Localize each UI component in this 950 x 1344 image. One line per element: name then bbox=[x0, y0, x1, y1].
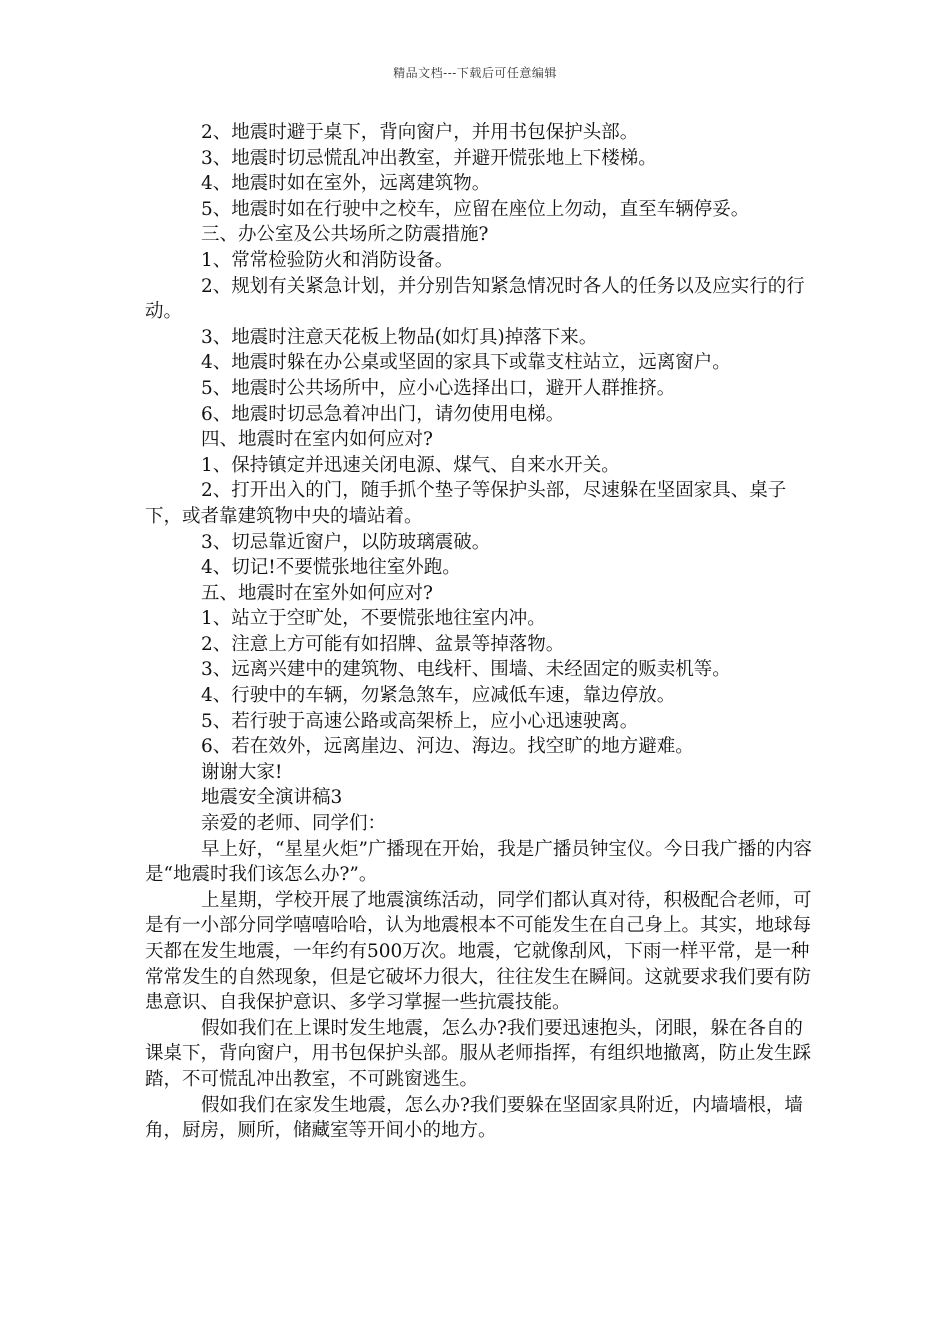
section-heading: 四、地震时在室内如何应对? bbox=[201, 429, 433, 451]
paragraph: 4、地震时躲在办公桌或坚固的家具下或靠支柱站立，远离窗户。 bbox=[201, 352, 731, 374]
paragraph: 1、保持镇定并迅速关闭电源、煤气、自来水开关。 bbox=[201, 454, 620, 476]
paragraph: 假如我们在上课时发生地震，怎么办?我们要迅速抱头，闭眼，躲在各自的课桌下，背向窗户，用书包保护头部。服从老师指挥，有组织地撤离，防止发生踩踏，不可慌乱冲出教室，不可跳窗逃生。 bbox=[145, 1017, 812, 1090]
paragraph: 5、若行驶于高速公路或高架桥上，应小心迅速驶离。 bbox=[201, 710, 639, 732]
paragraph: 3、切忌靠近窗户，以防玻璃震破。 bbox=[201, 531, 491, 553]
paragraph: 1、站立于空旷处，不要慌张地往室内冲。 bbox=[201, 608, 546, 630]
paragraph: 3、远离兴建中的建筑物、电线杆、围墙、未经固定的贩卖机等。 bbox=[201, 659, 731, 681]
paragraph: 5、地震时如在行驶中之校车，应留在座位上勿动，直至车辆停妥。 bbox=[201, 198, 750, 220]
paragraph: 5、地震时公共场所中，应小心选择出口，避开人群推挤。 bbox=[201, 377, 676, 399]
paragraph: 2、打开出入的门，随手抓个垫子等保护头部，尽速躲在坚固家具、桌子下，或者靠建筑物中央的墙站着。 bbox=[145, 480, 787, 527]
section-heading: 三、办公室及公共场所之防震措施? bbox=[201, 224, 489, 246]
paragraph: 6、地震时切忌急着冲出门，请勿使用电梯。 bbox=[201, 403, 565, 425]
page-header: 精品文档---下载后可任意编辑 bbox=[393, 66, 557, 80]
document-body bbox=[145, 120, 815, 1144]
salutation: 亲爱的老师、同学们： bbox=[201, 813, 387, 835]
paragraph: 1、常常检验防火和消防设备。 bbox=[201, 249, 454, 271]
paragraph: 假如我们在家发生地震，怎么办?我们要躲在坚固家具附近，内墙墙根，墙角，厨房，厕所，储藏室等开间小的地方。 bbox=[145, 1094, 803, 1142]
paragraph: 2、注意上方可能有如招牌、盆景等掉落物。 bbox=[201, 633, 565, 655]
speech-title: 地震安全演讲稿3 bbox=[201, 787, 343, 809]
paragraph: 4、切记!不要慌张地往室外跑。 bbox=[201, 557, 461, 579]
paragraph: 早上好，“星星火炬”广播现在开始，我是广播员钟宝仪。今日我广播的内容是“地震时我们该怎么办?”。 bbox=[145, 838, 812, 886]
paragraph: 2、地震时避于桌下，背向窗户，并用书包保护头部。 bbox=[201, 122, 639, 143]
paragraph: 4、地震时如在室外，远离建筑物。 bbox=[201, 173, 491, 195]
paragraph: 3、地震时切忌慌乱冲出教室，并避开慌张地上下楼梯。 bbox=[201, 147, 657, 169]
paragraph: 2、规划有关紧急计划，并分别告知紧急情况时各人的任务以及应实行的行动。 bbox=[145, 275, 805, 323]
section-heading: 五、地震时在室外如何应对? bbox=[201, 582, 433, 604]
paragraph: 上星期，学校开展了地震演练活动，同学们都认真对待，积极配合老师，可是有一小部分同学嘻嘻哈哈，认为地震根本不可能发生在自己身上。其实，地球每天都在发生地震，一年约有500万次。地震，它就像刮风，下雨一样平常，是一种常常发生的自然现象，但是它破坏力很大，往往发生在瞬间。这就要求我们要有防患意识、自我保护意识、多学习掌握一些抗震技能。 bbox=[145, 889, 812, 1014]
closing-line: 谢谢大家! bbox=[201, 761, 283, 783]
paragraph: 3、地震时注意天花板上物品(如灯具)掉落下来。 bbox=[201, 326, 598, 348]
paragraph: 6、若在效外，远离崖边、河边、海边。找空旷的地方避难。 bbox=[201, 736, 694, 758]
paragraph: 4、行驶中的车辆，勿紧急煞车，应减低车速，靠边停放。 bbox=[201, 685, 676, 707]
